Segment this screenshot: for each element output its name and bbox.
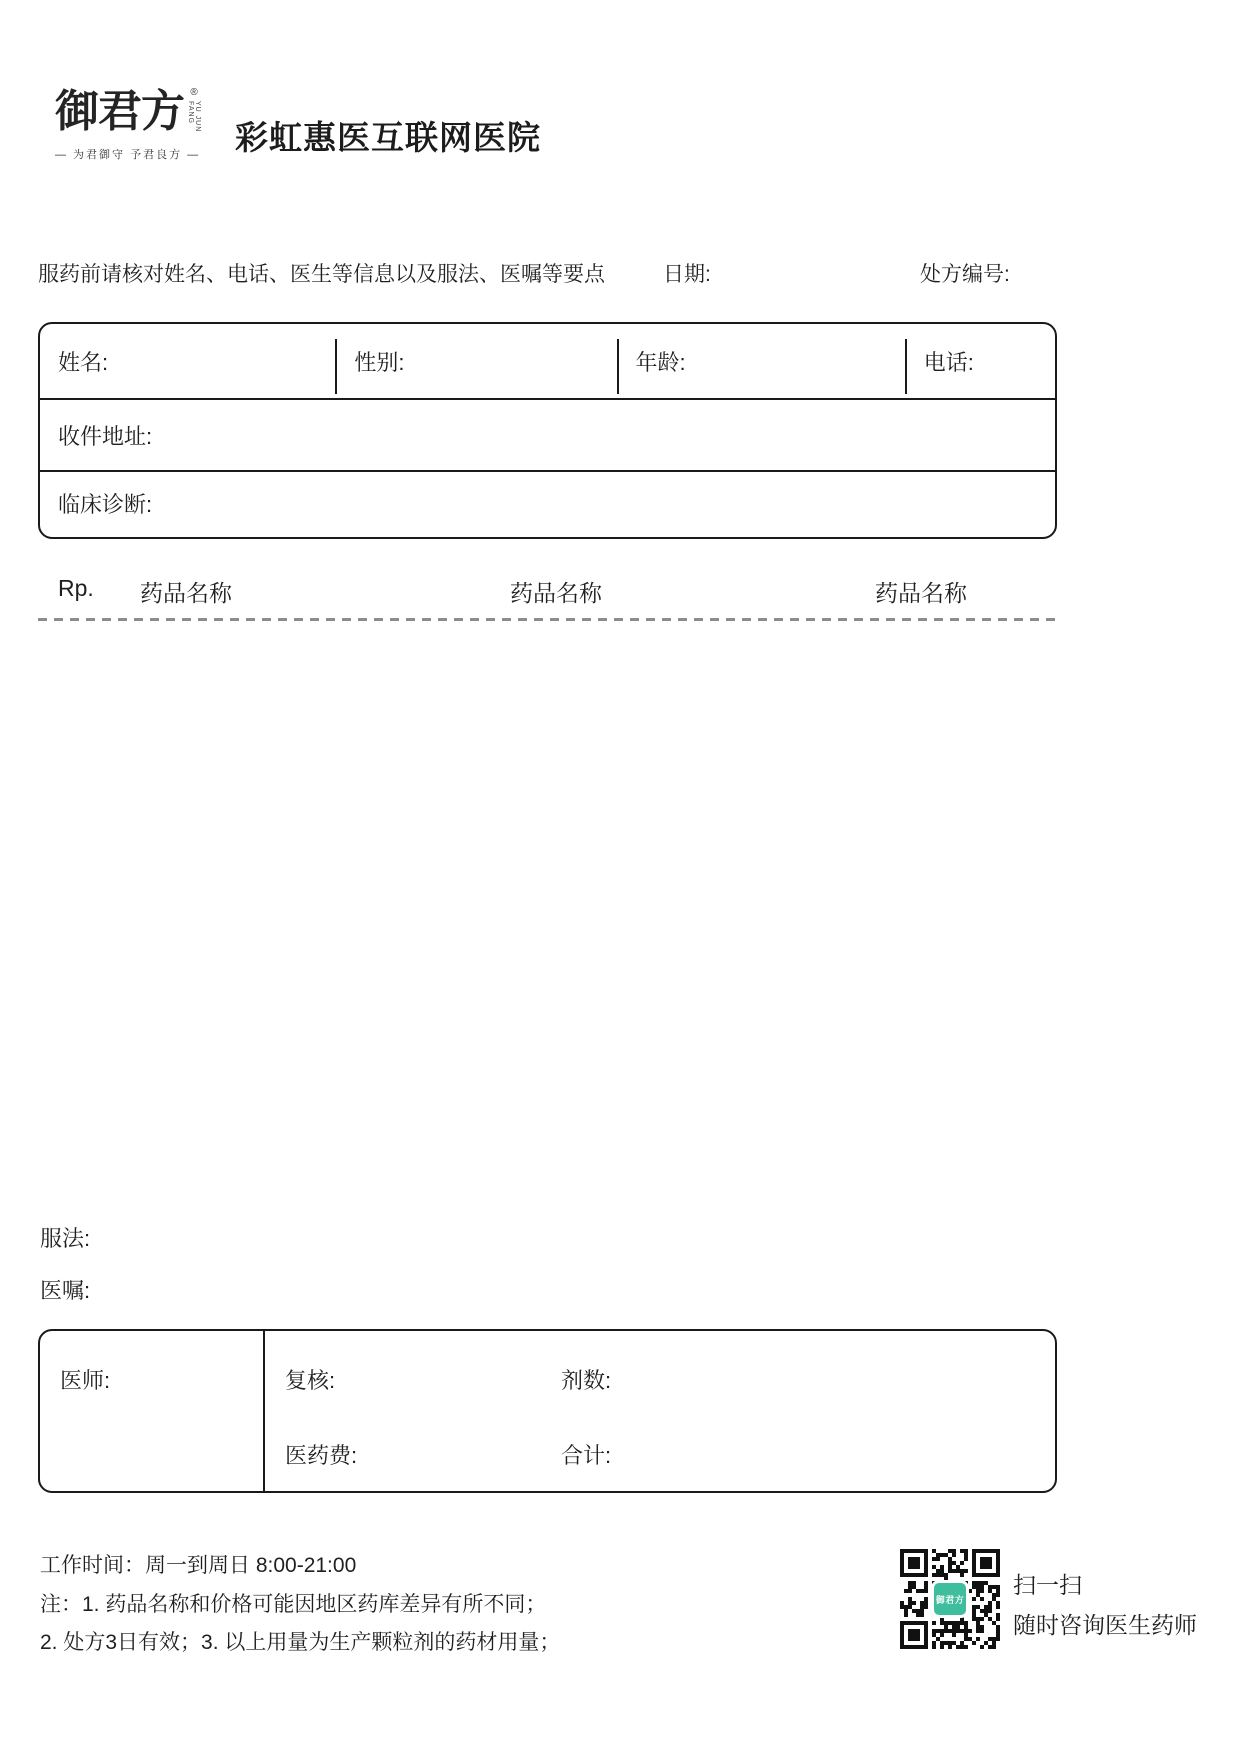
- patient-phone-field: [906, 324, 1055, 398]
- shipping-address-label: 收件地址:: [58, 423, 153, 449]
- footnote-line-2: 2. 处方3日有效；3. 以上用量为生产颗粒剂的药材用量；: [40, 1631, 561, 1654]
- patient-name-label: 姓名:: [58, 349, 109, 375]
- rx-number-field-label: 处方编号:: [920, 263, 1010, 286]
- doctor-signature-cell: [40, 1331, 265, 1491]
- medicine-fee-label: 医药费:: [285, 1443, 358, 1468]
- work-hours-note: 工作时间：周一到周日 8:00-21:00: [40, 1554, 357, 1577]
- patient-age-label: 年龄:: [635, 349, 686, 375]
- scan-qr-label: 扫一扫: [1013, 1572, 1082, 1598]
- footnote-line-1: 注：1. 药品名称和价格可能因地区药库差异有所不同；: [40, 1593, 547, 1616]
- doses-count-label: 剂数:: [561, 1368, 612, 1393]
- date-field-label: 日期:: [663, 263, 711, 286]
- drug-name-column-header: 药品名称: [510, 580, 602, 606]
- total-label: 合计:: [561, 1443, 612, 1468]
- qr-code: [900, 1549, 1000, 1649]
- brand-logo-text: 御君方: [55, 86, 184, 137]
- verification-notice: 服药前请核对姓名、电话、医生等信息以及服法、医嘱等要点: [38, 263, 605, 286]
- registered-trademark-icon: ®: [190, 87, 198, 98]
- review-label: 复核:: [285, 1368, 336, 1393]
- notice-row: [0, 258, 1240, 286]
- brand-logo: [55, 88, 201, 162]
- doctor-label: 医师:: [60, 1368, 111, 1393]
- clinical-diagnosis-field: [40, 472, 1055, 535]
- shipping-address-field: [40, 400, 1055, 472]
- brand-tagline: — 为君御守 予君良方 —: [55, 149, 201, 161]
- dashed-divider: [38, 618, 1057, 621]
- doctor-advice-field-label: 医嘱:: [40, 1278, 91, 1303]
- signoff-box: [38, 1329, 1057, 1493]
- scan-qr-description: 随时咨询医生药师: [1013, 1612, 1197, 1638]
- patient-phone-label: 电话:: [923, 349, 974, 375]
- brand-logo-pinyin: YU JUN FANG: [187, 101, 201, 133]
- usage-field-label: 服法:: [40, 1226, 91, 1251]
- patient-identity-row: [40, 324, 1055, 400]
- prescription-header-row: [38, 575, 1057, 605]
- patient-age-field: [618, 324, 906, 398]
- patient-info-box: [38, 322, 1057, 539]
- patient-gender-field: [336, 324, 617, 398]
- patient-gender-label: 性别:: [354, 349, 405, 375]
- rp-label: Rp.: [58, 575, 94, 601]
- review-and-fee-cell: [265, 1331, 1055, 1491]
- drug-name-column-header: 药品名称: [875, 580, 967, 606]
- hospital-title: 彩虹惠医互联网医院: [235, 119, 541, 156]
- clinical-diagnosis-label: 临床诊断:: [58, 492, 153, 517]
- qr-center-logo: 御君方: [931, 1580, 969, 1618]
- patient-name-field: [40, 324, 336, 398]
- drug-name-column-header: 药品名称: [140, 580, 232, 606]
